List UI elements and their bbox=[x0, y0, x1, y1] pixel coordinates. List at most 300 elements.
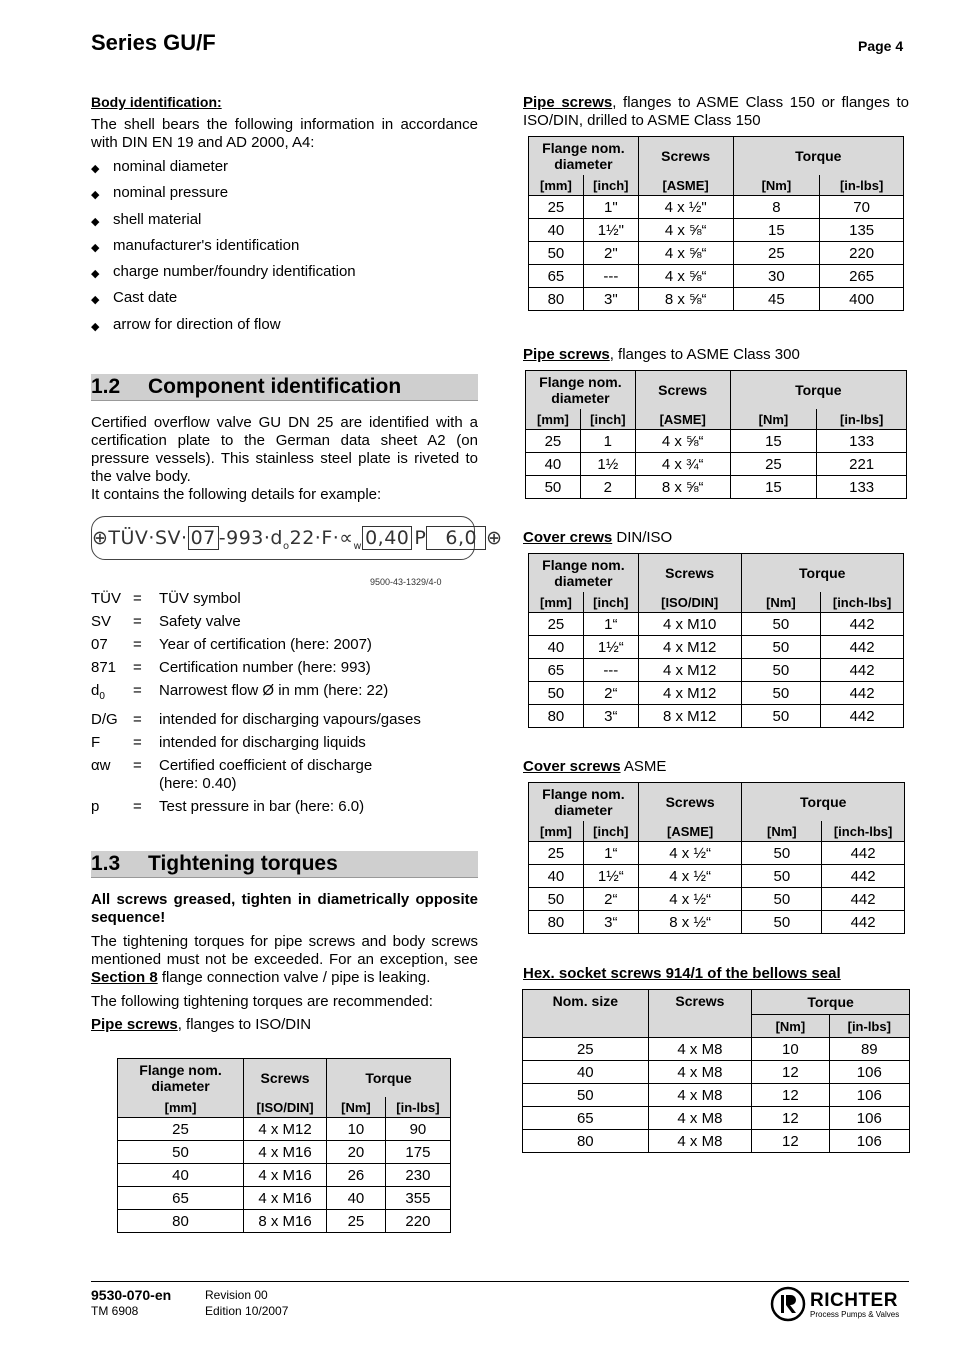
text: The tightening torques for pipe screws and body screws mentioned must not be exceeded. For an exception, see bbox=[91, 933, 478, 968]
section-number: 1.3 bbox=[91, 852, 121, 875]
definition-equals: = bbox=[133, 757, 142, 774]
table-row bbox=[526, 430, 907, 453]
warning-text: All screws greased, tighten in diametrically opposite sequence! bbox=[91, 891, 478, 926]
component-paragraph-2: It contains the following details for example: bbox=[91, 485, 382, 503]
table-row bbox=[523, 1061, 910, 1084]
subheader-cell: [in-lbs] bbox=[820, 175, 904, 196]
list-item-text: arrow for direction of flow bbox=[113, 315, 281, 333]
table-cell: 1½ bbox=[580, 453, 635, 476]
text: flange connection valve / pipe is leaking. bbox=[157, 969, 431, 986]
table-cell: 8 x M16 bbox=[244, 1210, 327, 1233]
list-item bbox=[91, 211, 478, 231]
table-cell: 26 bbox=[327, 1164, 386, 1187]
table-cell: 10 bbox=[327, 1118, 386, 1141]
definition-equals: = bbox=[133, 682, 142, 699]
component-paragraph: Certified overflow valve GU DN 25 are identified with a certification plate to the German data sheet A2 (on pressure vessels). This stainless steel plate is riveted to the valve body. bbox=[91, 413, 478, 485]
definition-key: $d_0$ bbox=[91, 682, 105, 702]
table-cell: 442 bbox=[821, 682, 904, 705]
table-cover-asme bbox=[528, 782, 905, 934]
table-cell: 50 bbox=[742, 911, 822, 934]
subheader-cell: [Nm] bbox=[742, 821, 822, 842]
subheader-cell: [Nm] bbox=[752, 1015, 829, 1038]
table-row bbox=[529, 865, 905, 888]
table-cell: 89 bbox=[829, 1038, 909, 1061]
table-cell: 12 bbox=[752, 1084, 829, 1107]
table-cell: 4 x M16 bbox=[244, 1141, 327, 1164]
table-cell: 25 bbox=[730, 453, 817, 476]
list-item-text: shell material bbox=[113, 210, 202, 228]
table-cell: 10 bbox=[752, 1038, 829, 1061]
page-number: Page 4 bbox=[858, 38, 904, 54]
subheader-cell: [Nm] bbox=[733, 175, 820, 196]
subheader-cell: [inch-lbs] bbox=[821, 592, 904, 613]
plate-box-pressure: 6,0 bbox=[426, 526, 486, 550]
tm-number: TM 6908 bbox=[91, 1304, 139, 1318]
table-cell: 135 bbox=[820, 219, 904, 242]
section-8-link[interactable]: Section 8 bbox=[91, 969, 158, 986]
header-flange: Flange nom. diameter bbox=[529, 137, 639, 176]
plate-text: ⊕TÜV·SV· bbox=[92, 527, 188, 549]
table-cell: 45 bbox=[733, 288, 820, 311]
definition-value: Certified coefficient of discharge bbox=[159, 757, 373, 774]
section-title: Tightening torques bbox=[148, 852, 338, 875]
table-cell: 442 bbox=[822, 842, 905, 865]
diamond-bullet-icon: ◆ bbox=[91, 163, 100, 175]
plate-text: P bbox=[414, 527, 427, 549]
subheader-cell: [Nm] bbox=[730, 409, 817, 430]
table-cell: 3“ bbox=[583, 705, 638, 728]
document-title: Series GU/F bbox=[91, 30, 216, 55]
plate-text: -993·d bbox=[218, 527, 283, 549]
table-cell: 1“ bbox=[583, 842, 638, 865]
plate-sub: o bbox=[283, 540, 290, 552]
body-identification-list bbox=[91, 158, 478, 336]
table-cell: 442 bbox=[821, 613, 904, 636]
table-cell: 4 x ½" bbox=[638, 196, 733, 219]
table-row bbox=[523, 1130, 910, 1153]
definition-key: 871 bbox=[91, 659, 117, 676]
table-cell: 80 bbox=[118, 1210, 244, 1233]
table-cell: 65 bbox=[118, 1187, 244, 1210]
subheader-cell: [inch-lbs] bbox=[822, 821, 905, 842]
table-cell: 40 bbox=[529, 865, 584, 888]
definition-value: Certification number (here: 993) bbox=[159, 659, 371, 676]
table-row bbox=[529, 659, 904, 682]
section-title: Component identification bbox=[148, 374, 402, 398]
header-torque: Torque bbox=[742, 783, 905, 822]
table-row bbox=[523, 1084, 910, 1107]
plate-box-year: 07 bbox=[188, 526, 219, 550]
caption-suffix: , flanges to ASME Class 150 or flanges to ISO/DIN, drilled to ASME Class 150 bbox=[523, 94, 909, 129]
table-cell: 50 bbox=[742, 842, 822, 865]
table-cell: 2 bbox=[580, 476, 635, 499]
diamond-bullet-icon: ◆ bbox=[91, 268, 100, 281]
section-1-3-heading bbox=[91, 851, 478, 878]
table-row bbox=[526, 453, 907, 476]
table-cell: 106 bbox=[829, 1061, 909, 1084]
table-cell: 50 bbox=[741, 682, 821, 705]
table-cell: 15 bbox=[733, 219, 820, 242]
list-item-text: nominal diameter bbox=[113, 158, 229, 175]
caption-suffix: , flanges to ASME Class 300 bbox=[609, 346, 800, 363]
definition-text bbox=[159, 711, 478, 729]
subheader-cell: [mm] bbox=[529, 592, 584, 613]
table-row bbox=[529, 613, 904, 636]
definition-value: Year of certification (here: 2007) bbox=[159, 636, 372, 653]
table-row bbox=[529, 705, 904, 728]
definition-row bbox=[91, 613, 478, 631]
table-cell: 442 bbox=[822, 865, 905, 888]
table-row bbox=[526, 476, 907, 499]
document-code: 9530-070-en bbox=[91, 1287, 172, 1303]
definition-equals: = bbox=[133, 711, 142, 728]
list-item bbox=[91, 158, 478, 178]
table-cell: 1" bbox=[583, 196, 638, 219]
table-cell: 65 bbox=[529, 265, 584, 288]
table-cell: 221 bbox=[817, 453, 907, 476]
definition-row bbox=[91, 734, 478, 752]
table-cell: 70 bbox=[820, 196, 904, 219]
caption-hex bbox=[523, 965, 841, 982]
diamond-bullet-icon: ◆ bbox=[91, 189, 100, 202]
table-row bbox=[118, 1118, 451, 1141]
table-row bbox=[523, 1038, 910, 1061]
table-cell: 2“ bbox=[583, 682, 638, 705]
table-cell: 355 bbox=[385, 1187, 450, 1210]
definition-text bbox=[159, 613, 478, 631]
table-row bbox=[529, 196, 904, 219]
subheader-cell: [in-lbs] bbox=[829, 1015, 909, 1038]
table-cell: 12 bbox=[752, 1061, 829, 1084]
subheader-cell: [inch] bbox=[583, 175, 638, 196]
header-screws: Screws bbox=[638, 137, 733, 176]
definition-row bbox=[91, 757, 478, 793]
table-cell: 4 x M10 bbox=[638, 613, 741, 636]
table-cell: 8 x ½“ bbox=[638, 911, 742, 934]
torque-paragraph bbox=[91, 933, 478, 987]
table-row bbox=[529, 842, 905, 865]
caption-suffix: ASME bbox=[620, 758, 667, 775]
table-cell: 50 bbox=[118, 1141, 244, 1164]
definition-key: F bbox=[91, 734, 101, 751]
caption-label: Pipe screws bbox=[91, 1016, 178, 1033]
definition-value: Test pressure in bar (here: 6.0) bbox=[159, 798, 365, 815]
header-torque: Torque bbox=[752, 990, 910, 1015]
table-cell: 50 bbox=[741, 636, 821, 659]
definition-text bbox=[159, 659, 478, 677]
table-cell: 4 x ¾“ bbox=[635, 453, 730, 476]
footer-divider bbox=[91, 1281, 909, 1282]
table-asme-150 bbox=[528, 136, 904, 311]
table-cell: 4 x M16 bbox=[244, 1187, 327, 1210]
table-cell: 8 x M12 bbox=[638, 705, 741, 728]
table-row bbox=[118, 1210, 451, 1233]
table-cell: 4 x M12 bbox=[638, 659, 741, 682]
table-cell: 133 bbox=[817, 476, 907, 499]
header-screws: Screws bbox=[638, 783, 742, 822]
diamond-bullet-icon: ◆ bbox=[91, 241, 100, 254]
table-row bbox=[523, 1107, 910, 1130]
table-cell: 25 bbox=[118, 1118, 244, 1141]
table-cell: 442 bbox=[822, 911, 905, 934]
table-cell: 265 bbox=[820, 265, 904, 288]
body-identification-intro: The shell bears the following information in accordance with DIN EN 19 and AD 2000, A4: bbox=[91, 116, 478, 151]
list-item-text: nominal pressure bbox=[113, 184, 229, 202]
caption-label: Cover crews bbox=[523, 529, 613, 546]
subheader-cell: [Nm] bbox=[741, 592, 821, 613]
diamond-bullet-icon: ◆ bbox=[91, 320, 100, 333]
table-cover-din bbox=[528, 553, 904, 728]
caption-label: Pipe screws bbox=[523, 94, 613, 111]
table-row bbox=[118, 1164, 451, 1187]
definition-key: SV bbox=[91, 613, 112, 630]
table-row bbox=[529, 911, 905, 934]
certification-plate-image bbox=[91, 516, 503, 560]
logo-tagline: Process Pumps & Valves bbox=[810, 1310, 900, 1319]
table-row bbox=[529, 288, 904, 311]
table-cell: 50 bbox=[526, 476, 581, 499]
subheader-cell: [ASME] bbox=[635, 409, 730, 430]
header-flange: Flange nom. diameter bbox=[118, 1059, 244, 1098]
table-row bbox=[118, 1187, 451, 1210]
table-cell: 442 bbox=[821, 705, 904, 728]
subheader-cell: [ISO/DIN] bbox=[244, 1097, 327, 1118]
table-asme-300 bbox=[525, 370, 907, 499]
header-flange: Flange nom. diameter bbox=[526, 371, 636, 410]
revision: Revision 00 bbox=[205, 1288, 268, 1302]
table-cell: 230 bbox=[385, 1164, 450, 1187]
table-cell: 1½" bbox=[583, 219, 638, 242]
caption-asme300 bbox=[523, 346, 800, 363]
table-cell: --- bbox=[583, 659, 638, 682]
definition-key: D/G bbox=[91, 711, 118, 728]
table-cell: 220 bbox=[820, 242, 904, 265]
table-row bbox=[529, 219, 904, 242]
table-cell: 25 bbox=[529, 613, 584, 636]
richter-logo bbox=[770, 1284, 908, 1324]
caption-asme150 bbox=[523, 94, 909, 130]
definition-row bbox=[91, 636, 478, 654]
caption-label: Hex. socket screws 914/1 of the bellows seal bbox=[523, 965, 841, 982]
table-cell: 4 x ⅝“ bbox=[638, 242, 733, 265]
plate-text: ⊕ bbox=[486, 527, 503, 549]
table-cell: 50 bbox=[742, 888, 822, 911]
table-cell: 175 bbox=[385, 1141, 450, 1164]
edition: Edition 10/2007 bbox=[205, 1304, 289, 1318]
list-item bbox=[91, 184, 478, 204]
subheader-cell: [ISO/DIN] bbox=[638, 592, 741, 613]
table-cell: 8 x ⅝“ bbox=[638, 288, 733, 311]
table-cell: 12 bbox=[752, 1130, 829, 1153]
plate-sub: w bbox=[353, 540, 363, 552]
table-cell: 40 bbox=[529, 636, 584, 659]
table-cell: 40 bbox=[118, 1164, 244, 1187]
table-cell: 4 x M8 bbox=[648, 1130, 752, 1153]
list-item bbox=[91, 263, 478, 283]
table-hex-socket bbox=[522, 989, 910, 1153]
table-cell: 133 bbox=[817, 430, 907, 453]
table-cell: 50 bbox=[523, 1084, 649, 1107]
definition-value-2: (here: 0.40) bbox=[159, 775, 237, 792]
definition-text bbox=[159, 734, 478, 752]
plate-reference: 9500-43-1329/4-0 bbox=[370, 577, 442, 587]
definition-text bbox=[159, 590, 478, 608]
subheader-cell: [mm] bbox=[118, 1097, 244, 1118]
table-cell: 4 x ⅝“ bbox=[635, 430, 730, 453]
header-screws: Screws bbox=[635, 371, 730, 410]
table-cell: 4 x ⅝“ bbox=[638, 265, 733, 288]
table-cell: 4 x M8 bbox=[648, 1084, 752, 1107]
table-cell: 25 bbox=[733, 242, 820, 265]
definition-key: TÜV bbox=[91, 590, 121, 607]
diamond-bullet-icon: ◆ bbox=[91, 294, 100, 307]
table-cell: 50 bbox=[742, 865, 822, 888]
table-row bbox=[529, 636, 904, 659]
diamond-bullet-icon: ◆ bbox=[91, 215, 100, 228]
table-cell: 8 x ⅝“ bbox=[635, 476, 730, 499]
header-screws: Screws bbox=[638, 554, 741, 593]
definition-text bbox=[159, 757, 478, 793]
table-row bbox=[529, 682, 904, 705]
definition-equals: = bbox=[133, 798, 142, 815]
definition-key: αw bbox=[91, 757, 111, 774]
caption-cover-din bbox=[523, 529, 672, 546]
definition-equals: = bbox=[133, 590, 142, 607]
definition-text bbox=[159, 636, 478, 654]
definition-row bbox=[91, 659, 478, 677]
subheader-cell: [ASME] bbox=[638, 175, 733, 196]
definition-row bbox=[91, 711, 478, 729]
subheader-cell: [inch] bbox=[580, 409, 635, 430]
table-cell: 2“ bbox=[583, 888, 638, 911]
left-column bbox=[91, 94, 478, 504]
table-cell: 4 x M12 bbox=[244, 1118, 327, 1141]
definition-key: 07 bbox=[91, 636, 108, 653]
header-torque: Torque bbox=[733, 137, 903, 176]
table-cell: 4 x M8 bbox=[648, 1038, 752, 1061]
subheader-cell: [in-lbs] bbox=[817, 409, 907, 430]
richter-logo-icon bbox=[770, 1286, 806, 1322]
table-cell: 4 x M12 bbox=[638, 636, 741, 659]
table-cell: 15 bbox=[730, 430, 817, 453]
table-cell: 400 bbox=[820, 288, 904, 311]
table-cell: 4 x M8 bbox=[648, 1061, 752, 1084]
table-cell: 80 bbox=[523, 1130, 649, 1153]
table-caption bbox=[91, 1016, 478, 1034]
table-cell: 80 bbox=[529, 705, 584, 728]
header-nom-size: Nom. size bbox=[523, 990, 649, 1038]
table-cell: 40 bbox=[327, 1187, 386, 1210]
table-cell: 50 bbox=[529, 242, 584, 265]
header-torque: Torque bbox=[730, 371, 906, 410]
subheader-cell: [inch] bbox=[583, 821, 638, 842]
table-cell: 80 bbox=[529, 288, 584, 311]
table-cell: 442 bbox=[821, 659, 904, 682]
subheader-cell: [in-lbs] bbox=[385, 1097, 450, 1118]
caption-suffix: , flanges to ISO/DIN bbox=[177, 1016, 312, 1033]
definition-value: intended for discharging liquids bbox=[159, 734, 366, 751]
definition-equals: = bbox=[133, 613, 142, 630]
table-cell: 106 bbox=[829, 1084, 909, 1107]
table-cell: 50 bbox=[529, 682, 584, 705]
table-cell: 15 bbox=[730, 476, 817, 499]
table-cell: 1½“ bbox=[583, 636, 638, 659]
table-cell: 106 bbox=[829, 1130, 909, 1153]
logo-wordmark: RICHTER bbox=[810, 1290, 898, 1311]
definition-equals: = bbox=[133, 636, 142, 653]
table-row bbox=[529, 242, 904, 265]
table-cell: 1“ bbox=[583, 613, 638, 636]
table-cell: 12 bbox=[752, 1107, 829, 1130]
table-cell: 1 bbox=[580, 430, 635, 453]
table-cell: 220 bbox=[385, 1210, 450, 1233]
table-row bbox=[529, 888, 905, 911]
list-item bbox=[91, 289, 478, 309]
table-cell: 4 x ½“ bbox=[638, 842, 742, 865]
definition-equals: = bbox=[133, 659, 142, 676]
list-item-text: Cast date bbox=[113, 289, 178, 307]
subheader-cell: [inch] bbox=[583, 592, 638, 613]
table-cell: 1½“ bbox=[583, 865, 638, 888]
list-item-text: manufacturer's identification bbox=[113, 236, 300, 254]
list-item-text: charge number/foundry identification bbox=[113, 263, 356, 281]
table-cell: 4 x ½“ bbox=[638, 888, 742, 911]
subheader-cell: [mm] bbox=[529, 175, 584, 196]
list-item bbox=[91, 237, 478, 257]
caption-label: Pipe screws bbox=[523, 346, 610, 363]
header-torque: Torque bbox=[741, 554, 903, 593]
table-cell: 65 bbox=[523, 1107, 649, 1130]
body-identification-heading: Body identification: bbox=[91, 94, 222, 110]
table-cell: 25 bbox=[327, 1210, 386, 1233]
table-iso-din bbox=[117, 1058, 451, 1233]
plate-text: 22·F·∝ bbox=[289, 527, 354, 549]
definition-row bbox=[91, 590, 478, 608]
section-number: 1.2 bbox=[91, 374, 121, 398]
table-cell: 4 x M8 bbox=[648, 1107, 752, 1130]
header-screws: Screws bbox=[648, 990, 752, 1038]
table-cell: 50 bbox=[741, 613, 821, 636]
definition-text bbox=[159, 682, 478, 706]
table-cell: 40 bbox=[523, 1061, 649, 1084]
definition-text bbox=[159, 798, 478, 816]
table-cell: 442 bbox=[821, 636, 904, 659]
definition-row bbox=[91, 682, 478, 706]
header-flange: Flange nom. diameter bbox=[529, 554, 639, 593]
definitions-list bbox=[91, 590, 478, 821]
table-cell: 80 bbox=[529, 911, 584, 934]
table-cell: 25 bbox=[523, 1038, 649, 1061]
definition-value: intended for discharging vapours/gases bbox=[159, 711, 421, 728]
caption-cover-asme bbox=[523, 758, 666, 775]
caption-suffix: DIN/ISO bbox=[612, 529, 673, 546]
definition-key: p bbox=[91, 798, 100, 815]
table-cell: 4 x ½“ bbox=[638, 865, 742, 888]
table-cell: 3" bbox=[583, 288, 638, 311]
table-row bbox=[118, 1141, 451, 1164]
subheader-cell: [ASME] bbox=[638, 821, 742, 842]
plate-box-alpha: 0,40 bbox=[362, 526, 412, 550]
header-screws: Screws bbox=[244, 1059, 327, 1098]
table-cell: 50 bbox=[741, 705, 821, 728]
definition-value: Narrowest flow Ø in mm (here: 22) bbox=[159, 682, 389, 699]
table-cell: 50 bbox=[741, 659, 821, 682]
subheader-cell: [Nm] bbox=[327, 1097, 386, 1118]
table-cell: 4 x M16 bbox=[244, 1164, 327, 1187]
table-cell: 30 bbox=[733, 265, 820, 288]
recommended-text: The following tightening torques are recommended: bbox=[91, 993, 433, 1010]
definition-value: TÜV symbol bbox=[159, 590, 241, 607]
